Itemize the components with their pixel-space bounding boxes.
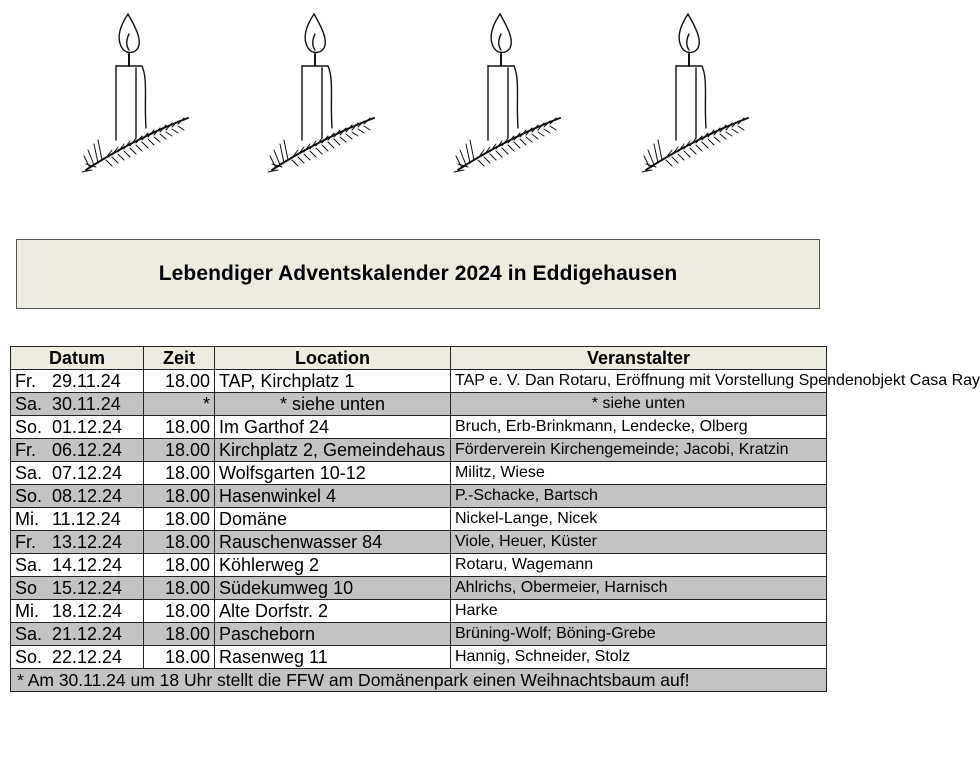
weekday: Fr.	[15, 532, 36, 552]
date: 22.12.24	[52, 647, 123, 667]
cell-datum	[11, 600, 144, 623]
candle-icon	[448, 10, 568, 180]
cell-datum	[11, 508, 144, 531]
table-row	[11, 531, 827, 554]
cell-veranstalter: Bruch, Erb-Brinkmann, Lendecke, Olberg	[451, 416, 827, 439]
cell-zeit: 18.00	[144, 439, 215, 462]
header-veranstalter: Veranstalter	[451, 347, 827, 370]
cell-veranstalter: Hannig, Schneider, Stolz	[451, 646, 827, 669]
cell-datum	[11, 416, 144, 439]
candle-icon	[636, 10, 756, 180]
page-title: Lebendiger Adventskalender 2024 in Eddigehausen	[158, 262, 678, 285]
cell-datum	[11, 370, 144, 393]
cell-zeit: 18.00	[144, 462, 215, 485]
cell-zeit: 18.00	[144, 554, 215, 577]
candle-icon	[448, 10, 568, 180]
cell-zeit: 18.00	[144, 531, 215, 554]
cell-veranstalter: Förderverein Kirchengemeinde; Jacobi, Kratzin	[451, 439, 827, 462]
cell-location: TAP, Kirchplatz 1	[215, 370, 451, 393]
weekday: Sa.	[15, 624, 43, 644]
cell-veranstalter: P.-Schacke, Bartsch	[451, 485, 827, 508]
date: 14.12.24	[52, 555, 123, 575]
table-row	[11, 600, 827, 623]
cell-zeit: 18.00	[144, 600, 215, 623]
weekday: Fr.	[15, 440, 36, 460]
cell-veranstalter: Militz, Wiese	[451, 462, 827, 485]
table-header-row	[11, 347, 827, 370]
cell-veranstalter: TAP e. V. Dan Rotaru, Eröffnung mit Vorstellung Spendenobjekt Casa Ray	[451, 370, 827, 393]
date: 06.12.24	[52, 440, 123, 460]
cell-zeit: 18.00	[144, 508, 215, 531]
weekday: Sa.	[15, 555, 43, 575]
header-zeit: Zeit	[144, 347, 215, 370]
table-row	[11, 554, 827, 577]
cell-location: Hasenwinkel 4	[215, 485, 451, 508]
footnote: * Am 30.11.24 um 18 Uhr stellt die FFW am Domänenpark einen Weihnachtsbaum auf!	[11, 669, 827, 692]
date: 21.12.24	[52, 624, 123, 644]
date: 18.12.24	[52, 601, 123, 621]
date: 07.12.24	[52, 463, 123, 483]
title-banner	[16, 239, 820, 309]
cell-datum	[11, 462, 144, 485]
candle-icon	[262, 10, 382, 180]
cell-datum	[11, 439, 144, 462]
cell-location: Pascheborn	[215, 623, 451, 646]
date: 29.11.24	[52, 371, 121, 391]
cell-location: Im Garthof 24	[215, 416, 451, 439]
cell-veranstalter: Harke	[451, 600, 827, 623]
cell-zeit: 18.00	[144, 416, 215, 439]
cell-location: Rasenweg 11	[215, 646, 451, 669]
cell-datum	[11, 623, 144, 646]
weekday: So.	[15, 486, 43, 506]
cell-zeit: *	[144, 393, 215, 416]
cell-zeit: 18.00	[144, 623, 215, 646]
cell-zeit: 18.00	[144, 485, 215, 508]
cell-datum	[11, 393, 144, 416]
weekday: Fr.	[15, 371, 36, 391]
cell-location: * siehe unten	[215, 393, 451, 416]
cell-veranstalter: Rotaru, Wagemann	[451, 554, 827, 577]
cell-veranstalter: Brüning-Wolf; Böning-Grebe	[451, 623, 827, 646]
weekday: So.	[15, 417, 43, 437]
date: 30.11.24	[52, 394, 121, 414]
cell-zeit: 18.00	[144, 646, 215, 669]
date: 01.12.24	[52, 417, 123, 437]
weekday: Mi.	[15, 601, 39, 621]
cell-location: Alte Dorfstr. 2	[215, 600, 451, 623]
cell-location: Wolfsgarten 10-12	[215, 462, 451, 485]
table-row	[11, 370, 827, 393]
cell-veranstalter: Ahlrichs, Obermeier, Harnisch	[451, 577, 827, 600]
date: 13.12.24	[52, 532, 123, 552]
cell-veranstalter: Nickel-Lange, Nicek	[451, 508, 827, 531]
table-row	[11, 623, 827, 646]
cell-location: Domäne	[215, 508, 451, 531]
table-row	[11, 577, 827, 600]
candle-icon	[262, 10, 382, 180]
weekday: Sa.	[15, 463, 43, 483]
table-row	[11, 393, 827, 416]
cell-veranstalter: Viole, Heuer, Küster	[451, 531, 827, 554]
cell-datum	[11, 554, 144, 577]
advent-calendar-table	[10, 346, 980, 692]
date: 08.12.24	[52, 486, 123, 506]
table-row	[11, 439, 827, 462]
header-location: Location	[215, 347, 451, 370]
table-row	[11, 462, 827, 485]
candle-icon	[636, 10, 756, 180]
cell-location: Kirchplatz 2, Gemeindehaus	[215, 439, 451, 462]
table-row	[11, 508, 827, 531]
weekday: Sa.	[15, 394, 43, 414]
cell-datum	[11, 646, 144, 669]
cell-location: Südekumweg 10	[215, 577, 451, 600]
cell-zeit: 18.00	[144, 577, 215, 600]
cell-location: Rauschenwasser 84	[215, 531, 451, 554]
table-row	[11, 416, 827, 439]
cell-veranstalter: * siehe unten	[451, 393, 827, 416]
table-row	[11, 646, 827, 669]
cell-datum	[11, 531, 144, 554]
footnote-row	[11, 669, 827, 692]
weekday: Mi.	[15, 509, 39, 529]
date: 11.12.24	[52, 509, 121, 529]
cell-datum	[11, 485, 144, 508]
cell-datum	[11, 577, 144, 600]
weekday: So.	[15, 647, 43, 667]
date: 15.12.24	[52, 578, 123, 598]
candle-icon	[76, 10, 196, 180]
cell-location: Köhlerweg 2	[215, 554, 451, 577]
candle-icon	[76, 10, 196, 180]
header-datum: Datum	[11, 347, 144, 370]
weekday: So	[15, 578, 38, 598]
table-row	[11, 485, 827, 508]
cell-zeit: 18.00	[144, 370, 215, 393]
